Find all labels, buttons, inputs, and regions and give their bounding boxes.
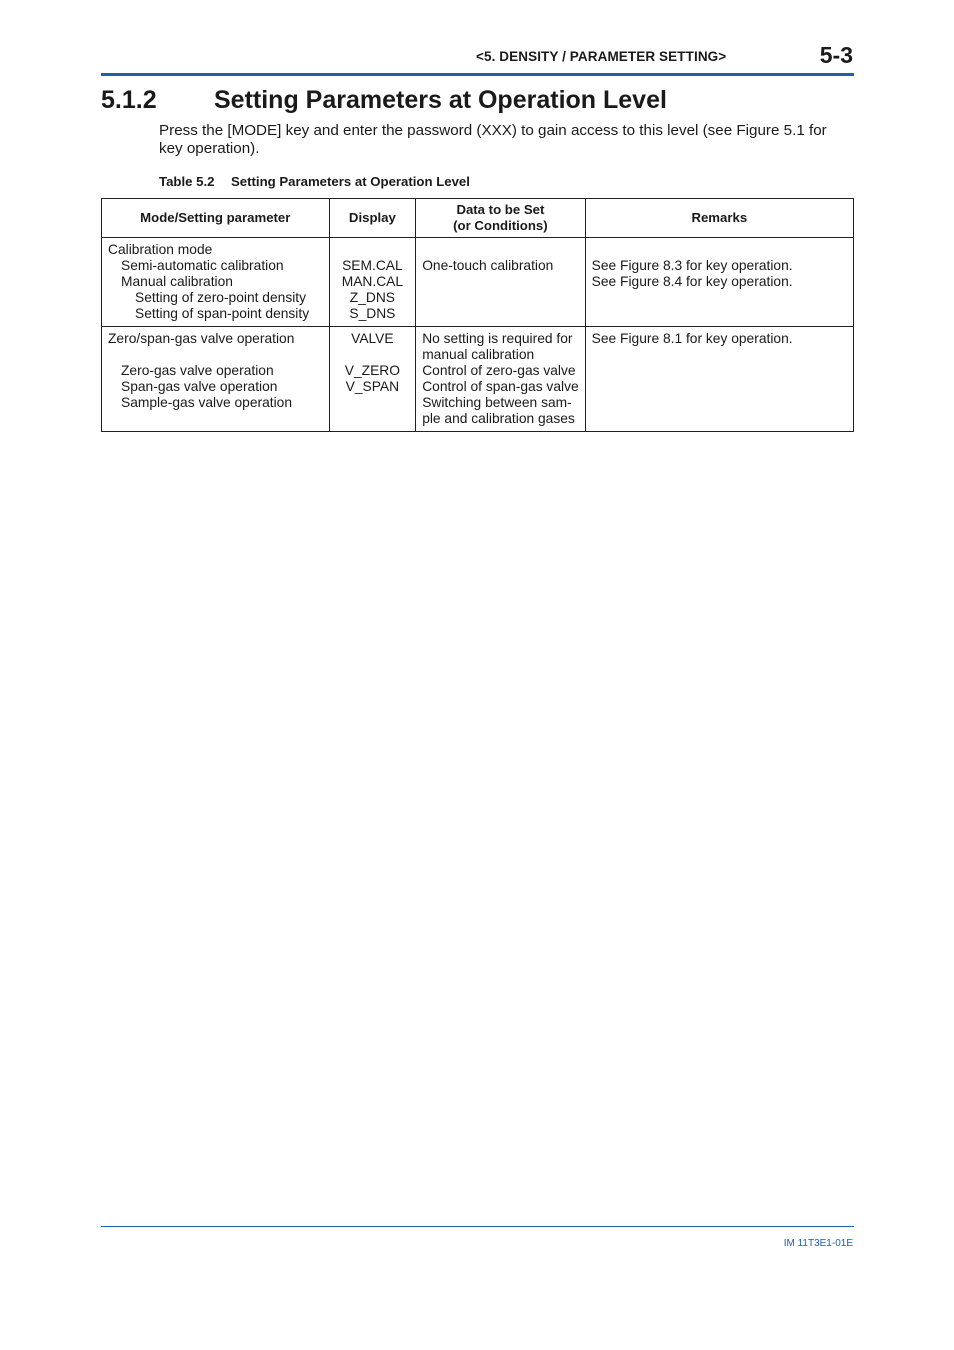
parameters-table: [101, 198, 854, 432]
data-line: Control of zero-gas valve: [422, 363, 576, 378]
header-data-line1: Data to be Set: [456, 202, 545, 217]
cell-data: [416, 238, 585, 327]
footer-divider: [101, 1226, 854, 1227]
mode-line: Zero/span-gas valve operation: [108, 331, 295, 346]
mode-line: Setting of span-point density: [135, 306, 310, 321]
data-line: manual calibration: [422, 347, 535, 362]
cell-remarks: [585, 327, 853, 432]
data-line: Control of span-gas valve: [422, 379, 579, 394]
table-row: [102, 238, 854, 327]
data-line: ple and calibration gases: [422, 411, 575, 426]
mode-line: Zero-gas valve operation: [121, 363, 274, 378]
remark-line: See Figure 8.1 for key operation.: [591, 331, 793, 346]
table-caption-number: Table 5.2: [159, 174, 215, 189]
cell-mode: [102, 327, 330, 432]
cell-remarks: [585, 238, 853, 327]
running-header-chapter: <5. DENSITY / PARAMETER SETTING>: [476, 49, 727, 64]
header-data-line2: (or Conditions): [453, 218, 548, 233]
data-line: No setting is required for: [422, 331, 573, 346]
mode-line: Semi-automatic calibration: [121, 258, 284, 273]
display-code: V_ZERO: [344, 363, 400, 378]
table-caption-title: Setting Parameters at Operation Level: [231, 174, 470, 189]
cell-mode: [102, 238, 330, 327]
document-id: IM 11T3E1-01E: [783, 1238, 853, 1249]
display-code: V_SPAN: [345, 379, 400, 394]
data-line: One-touch calibration: [422, 258, 554, 273]
header-remarks: Remarks: [585, 199, 853, 238]
cell-display: [329, 327, 416, 432]
display-code: VALVE: [351, 331, 394, 346]
cell-data: [416, 327, 585, 432]
section-heading: [101, 86, 667, 115]
table-row: [102, 327, 854, 432]
table-header-row: [102, 199, 854, 238]
mode-line: Span-gas valve operation: [121, 379, 278, 394]
section-number: 5.1.2: [101, 86, 157, 114]
display-code: MAN.CAL: [341, 274, 404, 289]
page-number: 5-3: [819, 42, 853, 68]
table-caption: [159, 174, 470, 189]
display-code: SEM.CAL: [342, 258, 403, 273]
display-code: S_DNS: [349, 306, 396, 321]
section-title: Setting Parameters at Operation Level: [214, 86, 667, 114]
header-display: Display: [329, 199, 416, 238]
remark-line: See Figure 8.4 for key operation.: [591, 274, 793, 289]
cell-display: [329, 238, 416, 327]
intro-paragraph: Press the [MODE] key and enter the password (XXX) to gain access to this level (see Figure 5.1 for key operation).: [159, 122, 827, 157]
header-divider: [101, 73, 854, 76]
header-mode: Mode/Setting parameter: [102, 199, 330, 238]
display-code: Z_DNS: [349, 290, 395, 305]
data-line: Switching between sam-: [422, 395, 572, 410]
remark-line: See Figure 8.3 for key operation.: [591, 258, 793, 273]
header-data: [416, 199, 585, 238]
mode-line: Sample-gas valve operation: [121, 395, 293, 410]
mode-line: Setting of zero-point density: [135, 290, 307, 305]
mode-line: Manual calibration: [121, 274, 233, 289]
mode-line: Calibration mode: [108, 242, 213, 257]
